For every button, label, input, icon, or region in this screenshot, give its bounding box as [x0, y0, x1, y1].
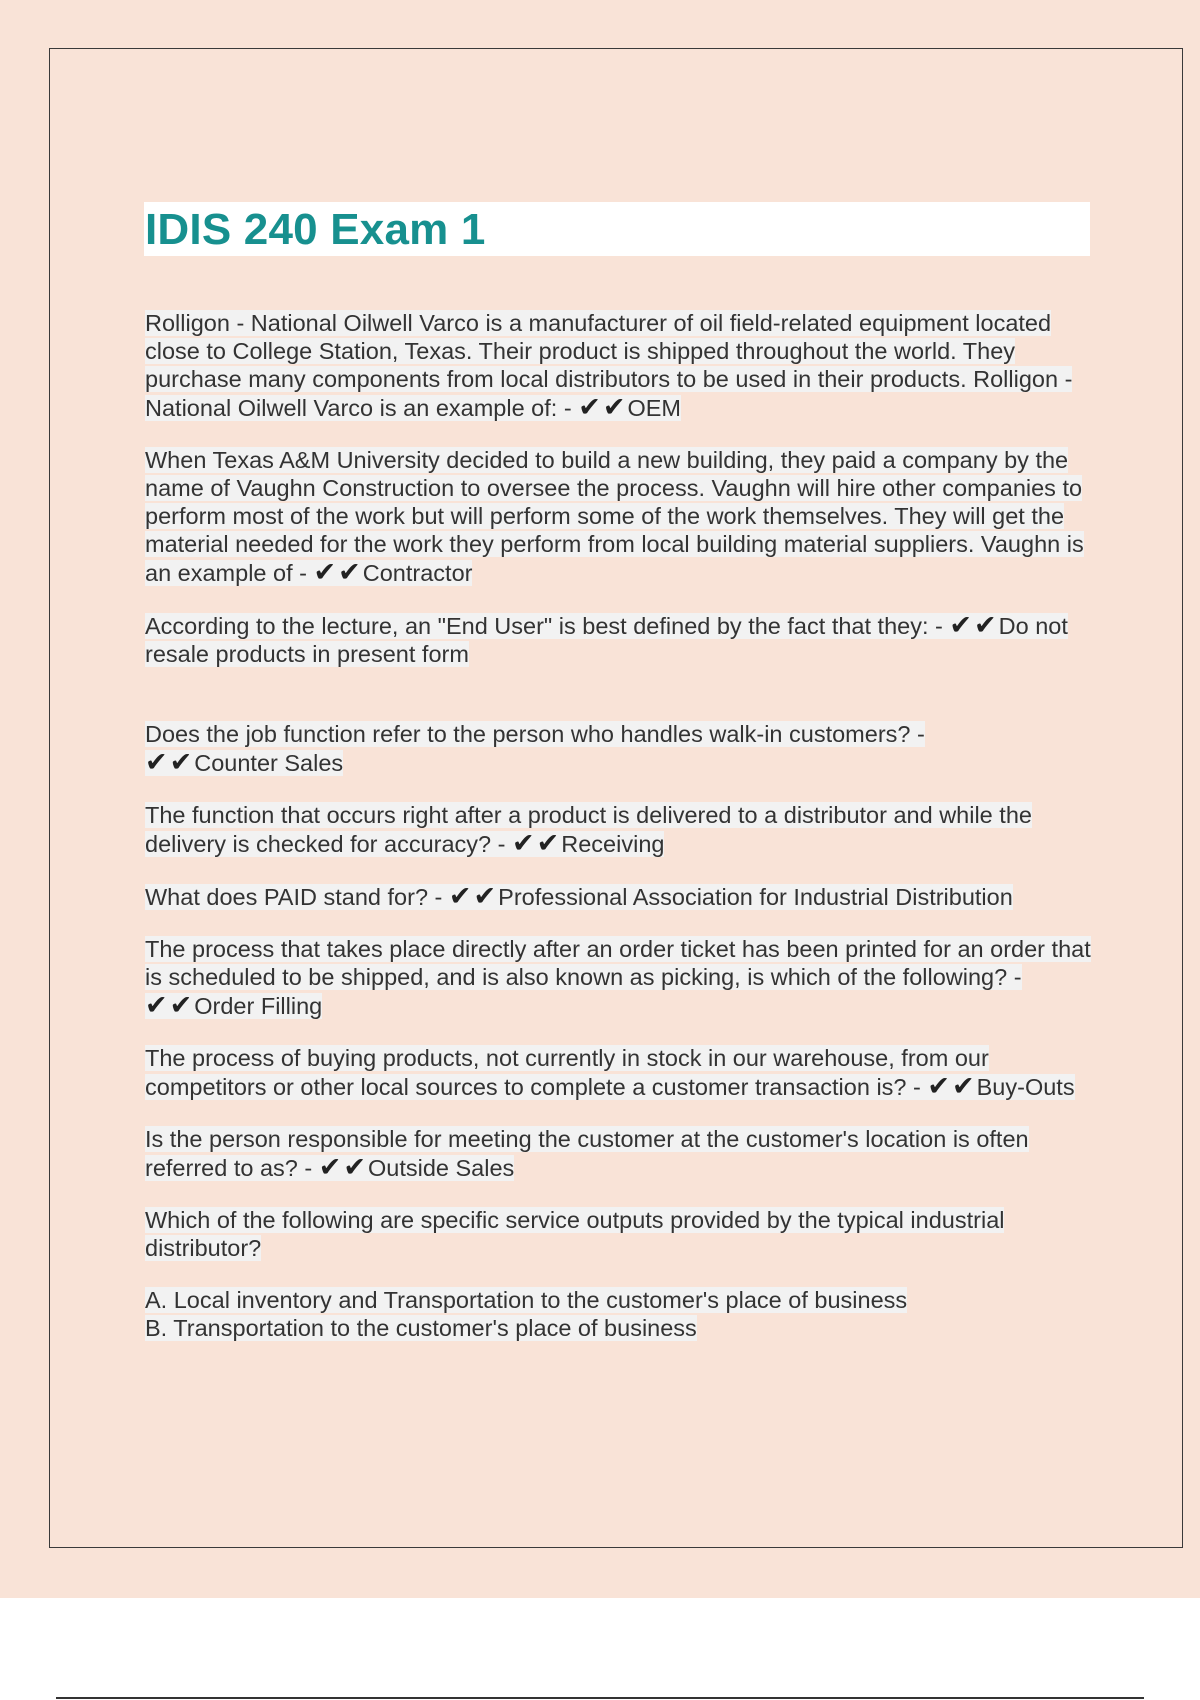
answer-text: Receiving — [561, 831, 665, 857]
qa-item-2 — [145, 446, 1095, 587]
question-text: The process of buying products, not currently in stock in our warehouse, from our competitors or other local sources to complete a customer transaction is? - — [145, 1045, 989, 1100]
option-a: A. Local inventory and Transportation to the customer's place of business — [145, 1287, 908, 1313]
check-icon: ✔✔ — [949, 610, 999, 640]
qa-item-4 — [145, 720, 1095, 777]
qa-item-9 — [145, 1125, 1095, 1182]
option-b: B. Transportation to the customer's place of business — [145, 1315, 697, 1341]
last-question: Which of the following are specific service outputs provided by the typical industrial distributor? — [145, 1207, 1005, 1261]
answer-text: Professional Association for Industrial Distribution — [498, 884, 1013, 910]
footer-divider — [56, 1697, 1144, 1699]
check-icon: ✔✔ — [512, 828, 562, 858]
question-text: The function that occurs right after a product is delivered to a distributor and while the delivery is checked for accuracy? - — [145, 802, 1032, 857]
qa-item-8 — [145, 1044, 1095, 1101]
question-text: The process that takes place directly after an order ticket has been printed for an order that is scheduled to be shipped, and is also known as picking, is which of the following? - — [145, 936, 1091, 990]
question-text: What does PAID stand for? - — [145, 884, 449, 910]
answer-text: Counter Sales — [194, 750, 344, 776]
qa-item-6 — [145, 882, 1095, 911]
check-icon: ✔✔ — [318, 1152, 368, 1182]
answer-options — [145, 1286, 1095, 1342]
check-icon: ✔✔ — [578, 392, 628, 422]
question-text: Is the person responsible for meeting the customer at the customer's location is often referred to as? - — [145, 1126, 1029, 1181]
qa-item-5 — [145, 801, 1095, 858]
question-text: When Texas A&M University decided to build a new building, they paid a company by the name of Vaughn Construction to oversee the process. Vaughn will hire other companies to perform most of the work but will perform some of the work themselves. They will get the material needed for the work they perform from local building material suppliers. Vaughn is an example of - — [145, 447, 1084, 586]
check-icon: ✔✔ — [448, 881, 499, 911]
question-text: Does the job function refer to the person who handles walk-in customers? - — [145, 721, 925, 747]
answer-text: Do not resale products in present form — [145, 613, 1068, 667]
answer-text: Contractor — [362, 560, 473, 586]
qa-item-3 — [145, 611, 1095, 668]
check-icon: ✔✔ — [145, 990, 195, 1020]
check-icon: ✔✔ — [927, 1071, 977, 1101]
page-title: IDIS 240 Exam 1 — [145, 205, 486, 254]
answer-text: Outside Sales — [367, 1155, 515, 1181]
qa-item-7 — [145, 935, 1095, 1020]
answer-text: Order Filling — [194, 993, 323, 1019]
question-text: Rolligon - National Oilwell Varco is a manufacturer of oil field-related equipment located close to College Station, Texas. Their product is shipped throughout the world. They purchase many components from local distributors to be used in their products. Rolligon - National Oilwell Varco is an example of: - — [145, 310, 1073, 421]
document-body — [145, 309, 1095, 1342]
question-text: According to the lecture, an "End User" is best defined by the fact that they: - — [145, 613, 950, 639]
qa-item-1 — [145, 309, 1095, 422]
check-icon: ✔✔ — [313, 557, 363, 587]
answer-text: OEM — [627, 395, 681, 421]
check-icon: ✔✔ — [145, 747, 195, 777]
answer-text: Buy-Outs — [976, 1074, 1075, 1100]
